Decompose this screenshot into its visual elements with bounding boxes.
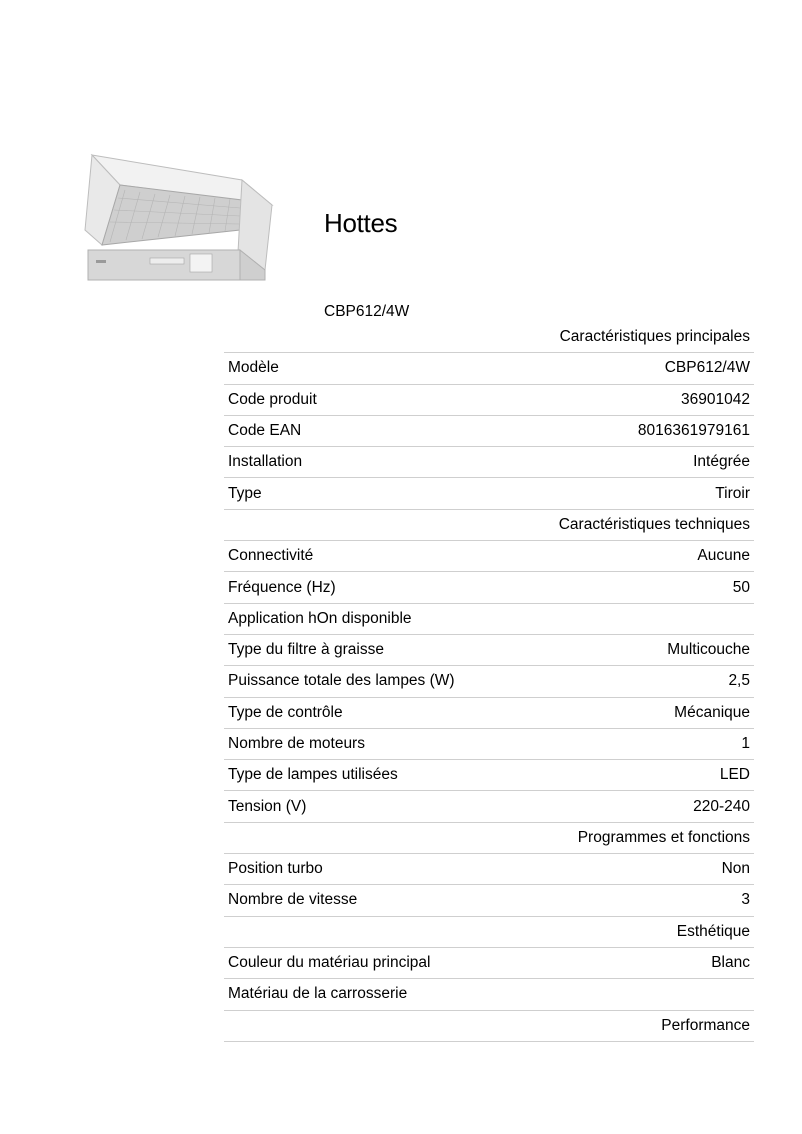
- spec-label: Connectivité: [228, 547, 314, 565]
- spec-row: [224, 885, 754, 916]
- section-header-technical: [224, 510, 754, 541]
- spec-label: Application hOn disponible: [228, 609, 412, 627]
- spec-value: 50: [732, 578, 750, 596]
- spec-value: 1: [741, 735, 750, 752]
- spec-row: [224, 353, 754, 384]
- spec-row: [224, 447, 754, 478]
- category-title: Hottes: [324, 208, 398, 238]
- spec-value: Multicouche: [667, 641, 750, 659]
- spec-label: Fréquence (Hz): [228, 578, 336, 596]
- spec-label: Modèle: [228, 359, 279, 377]
- spec-value: LED: [719, 766, 750, 784]
- spec-value: Intégrée: [693, 453, 750, 471]
- section-header-performance: [224, 1011, 754, 1042]
- spec-value: 36901042: [681, 390, 750, 408]
- spec-label: Puissance totale des lampes (W): [228, 672, 455, 690]
- spec-value: Mécanique: [674, 703, 750, 721]
- model-heading: CBP612/4W: [324, 303, 410, 320]
- section-header-main: [224, 322, 754, 353]
- spec-value: Tiroir: [715, 484, 750, 502]
- spec-row: [224, 478, 754, 509]
- spec-label: Matériau de la carrosserie: [228, 985, 408, 1003]
- section-title: Caractéristiques principales: [559, 328, 750, 346]
- spec-row: [224, 541, 754, 572]
- spec-value: 220-240: [693, 797, 750, 815]
- spec-value: CBP612/4W: [664, 359, 750, 377]
- spec-label: Type de contrôle: [228, 703, 343, 721]
- spec-label: Nombre de vitesse: [228, 891, 358, 909]
- spec-label: Nombre de moteurs: [228, 735, 365, 752]
- spec-row: [224, 666, 754, 697]
- spec-value: Blanc: [711, 954, 750, 972]
- section-title: Performance: [661, 1016, 750, 1034]
- spec-table: [224, 322, 754, 1042]
- spec-label: Type: [228, 484, 262, 502]
- spec-row: [224, 635, 754, 666]
- spec-label: Tension (V): [228, 797, 307, 815]
- spec-label: Installation: [228, 453, 303, 471]
- spec-row: [224, 791, 754, 822]
- spec-row: [224, 385, 754, 416]
- spec-row: [224, 760, 754, 791]
- spec-row: [224, 572, 754, 603]
- product-image: [80, 150, 275, 290]
- spec-row: [224, 948, 754, 979]
- spec-label: Type du filtre à graisse: [228, 641, 384, 659]
- section-title: Programmes et fonctions: [577, 828, 750, 846]
- spec-row: [224, 604, 754, 635]
- spec-row: [224, 416, 754, 447]
- range-hood-illustration: [80, 150, 275, 290]
- spec-value: 2,5: [728, 672, 750, 690]
- spec-row: [224, 979, 754, 1010]
- section-header-aesthetics: [224, 917, 754, 948]
- section-header-programs: [224, 823, 754, 854]
- spec-label: Code EAN: [228, 422, 302, 440]
- spec-value: Non: [721, 860, 750, 878]
- spec-row: [224, 729, 754, 760]
- spec-row: [224, 854, 754, 885]
- spec-label: Couleur du matériau principal: [228, 954, 431, 972]
- spec-label: Type de lampes utilisées: [228, 766, 398, 784]
- section-title: Esthétique: [676, 922, 750, 940]
- spec-value: Aucune: [697, 547, 750, 565]
- section-title: Caractéristiques techniques: [558, 515, 750, 533]
- spec-value: 8016361979161: [637, 422, 750, 440]
- spec-value: 3: [741, 891, 750, 909]
- spec-label: Position turbo: [228, 860, 323, 878]
- spec-row: [224, 698, 754, 729]
- spec-label: Code produit: [228, 390, 317, 408]
